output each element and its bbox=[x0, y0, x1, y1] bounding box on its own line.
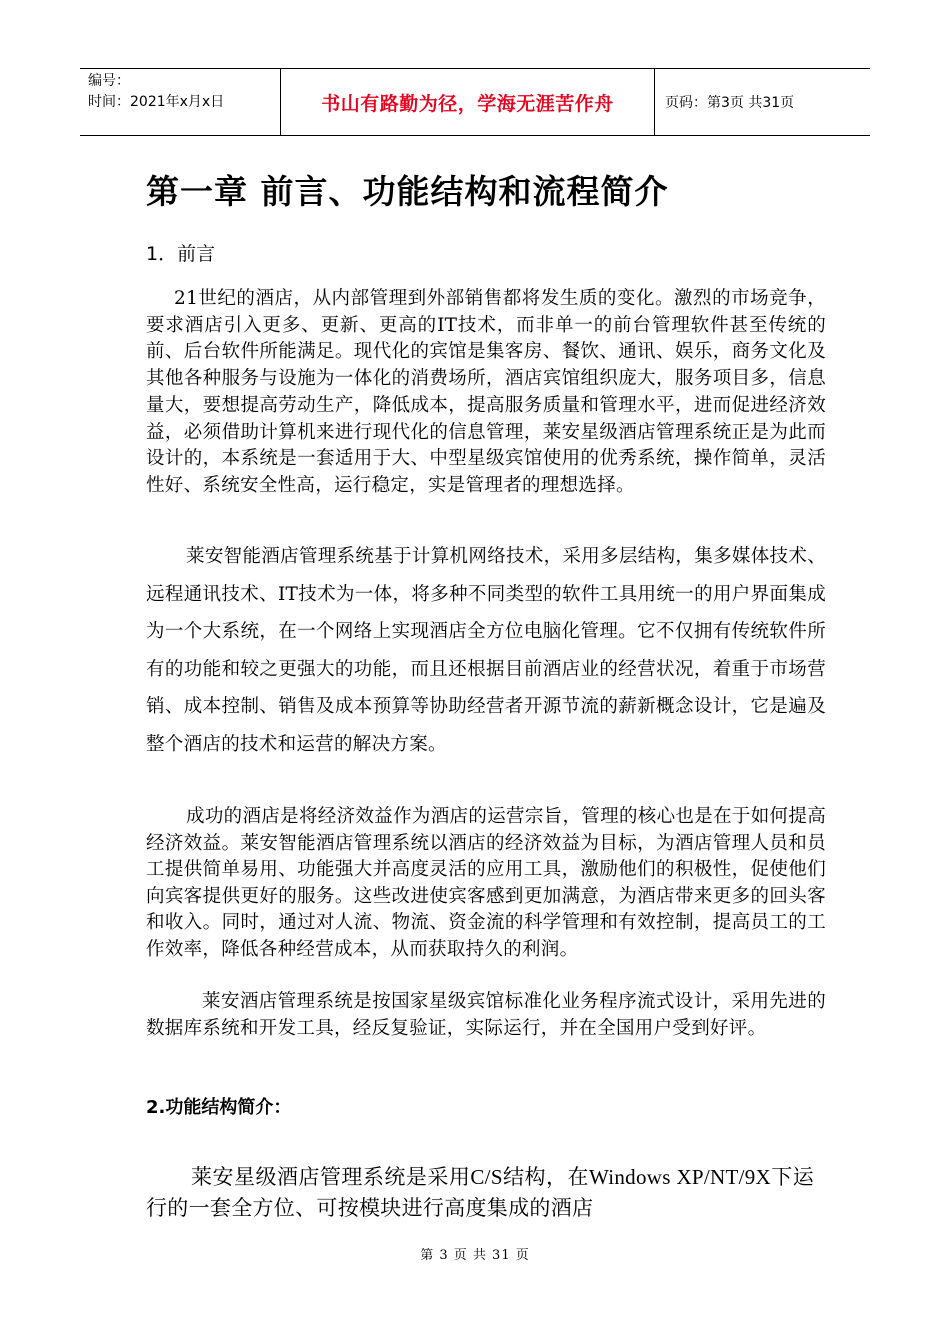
paragraph: 莱安智能酒店管理系统基于计算机网络技术，采用多层结构，集多媒体技术、远程通讯技术、IT技术为一体，将多种不同类型的软件工具用统一的用户界面集成为一个大系统，在一个网络上实现酒店全方位电脑化管理。它不仅拥有传统软件所有的功能和较之更强大的功能，而且还根据目前酒店业的经营状况，着重于市场营销、成本控制、销售及成本预算等协助经营者开源节流的薪新概念设计，它是遍及整个酒店的技术和运营的解决方案。 bbox=[146, 546, 826, 755]
header-motto: 书山有路勤为径，学海无涯苦作舟 bbox=[281, 69, 655, 135]
document-time-label: 时间：2021年x月x日 bbox=[88, 94, 225, 110]
section-heading-function-structure: 2.功能结构简介： bbox=[146, 1097, 292, 1118]
page-footer: 第 3 页 共 31 页 bbox=[420, 1248, 530, 1263]
header-meta-cell bbox=[80, 69, 281, 135]
header-page-info: 页码：第3页 共31页 bbox=[665, 95, 795, 111]
paragraph: 21世纪的酒店，从内部管理到外部销售都将发生质的变化。激烈的市场竞争，要求酒店引入更多、更新、更高的IT技术，而非单一的前台管理软件甚至传统的前、后台软件所能满足。现代化的宾馆是集客房、餐饮、通讯、娱乐，商务文化及其他各种服务与设施为一体化的消费场所，酒店宾馆组织庞大，服务项目多，信息量大，要想提高劳动生产，降低成本，提高服务质量和管理水平，进而促进经济效益，必须借助计算机来进行现代化的信息管理，莱安星级酒店管理系统正是为此而设计的，本系统是一套适用于大、中型星级宾馆使用的优秀系统，操作简单，灵活性好、系统安全性高，运行稳定，实是管理者的理想选择。 bbox=[146, 288, 826, 496]
page-header bbox=[80, 68, 870, 136]
chapter-title: 第一章 前言、功能结构和流程简介 bbox=[146, 172, 669, 211]
paragraph: 莱安酒店管理系统是按国家星级宾馆标准化业务程序流式设计，采用先进的数据库系统和开发工具，经反复验证，实际运行，并在全国用户受到好评。 bbox=[146, 991, 826, 1039]
paragraph: 成功的酒店是将经济效益作为酒店的运营宗旨，管理的核心也是在于如何提高经济效益。莱安智能酒店管理系统以酒店的经济效益为目标，为酒店管理人员和员工提供简单易用、功能强大并高度灵活的应用工具，激励他们的积极性，促使他们向宾客提供更好的服务。这些改进使宾客感到更加满意，为酒店带来更多的回头客和收入。同时，通过对人流、物流、资金流的科学管理和有效控制，提高员工的工作效率，降低各种经营成本，从而获取持久的利润。 bbox=[146, 806, 826, 960]
paragraph: 莱安星级酒店管理系统是采用C/S结构，在Windows XP/NT/9X下运行的一套全方位、可按模块进行高度集成的酒店 bbox=[146, 1165, 814, 1220]
document-number-label: 编号： bbox=[88, 73, 130, 89]
section-heading-preface: 1．前言 bbox=[146, 243, 216, 265]
